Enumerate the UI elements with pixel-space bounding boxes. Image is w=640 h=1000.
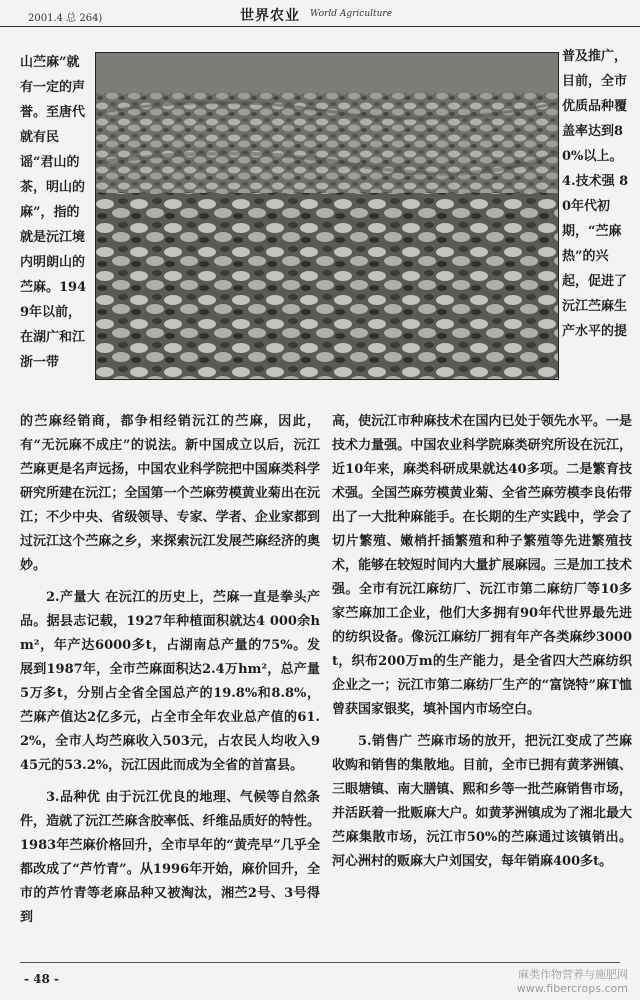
left-column — [20, 410, 320, 930]
watermark-url: www.fibercrops.com — [516, 982, 628, 995]
paragraph-history: 的苎麻经销商，都争相经销沅江的苎麻，因此，有“无沅麻不成庄”的说法。新中国成立以后，沅江苎麻更是名声远扬，中国农业科学院把中国麻类科学研究所建在沅江；全国第一个苎麻劳模黄业菊出在沅江；不少中央、省级领导、专家、学者、企业家都到过沅江这个苎麻之乡，来探索沅江发展苎麻经济的奥妙。 — [20, 414, 320, 573]
issue-number: 2001.4 总 264) — [28, 13, 103, 24]
wrap-text-left: 山苎麻”就有一定的声誉。至唐代就有民谣“君山的茶，明山的麻”，指的就是沅江境内明朗山的苎麻。1949年以前，在湖广和江浙一带 — [20, 55, 87, 370]
page-number: - 48 - — [24, 972, 60, 986]
field-image — [96, 53, 558, 379]
wrap-text-right: 普及推广，目前，全市优质品种覆盖率达到80%以上。4.技术强 80年代初期，“苎麻热”的兴起，促进了沅江苎麻生产水平的提 — [562, 49, 629, 339]
ramie-field-photo — [95, 52, 559, 380]
right-column — [332, 410, 632, 874]
paragraph-sales: 5.销售广 苎麻市场的放开，把沅江变成了苎麻收购和销售的集散地。目前，全市已拥有黄茅洲镇、三眼塘镇、南大膳镇、熙和乡等一批苎麻销售市场，并活跃着一批贩麻大户。如黄茅洲镇成为了湘北最大苎麻集散市场，沅江市50%的苎麻通过该镇销出。河心洲村的贩麻大户刘国安，每年销麻400多t。 — [332, 734, 632, 869]
page-header — [0, 0, 640, 27]
journal-title-english: World Agriculture — [310, 9, 393, 19]
paragraph-technology: 高，使沅江市种麻技术在国内已处于领先水平。一是技术力量强。中国农业科学院麻类研究所设在沅江，近10年来，麻类科研成果就达40多项。二是繁育技术强。全国苎麻劳模黄业菊、全省苎麻劳模李良佑带出了一大批种麻能手。在长期的生产实践中，学会了切片繁殖、嫩梢扦插繁殖和种子繁殖等先进繁殖技术，能够在较短时间内大量扩展麻园。三是加工技术强。全市有沅江麻纺厂、沅江市第二麻纺厂等10多家苎麻加工企业，他们大多拥有90年代世界最先进的纺织设备。像沅江麻纺厂拥有年产各类麻纱3000t，织布200万m的生产能力，是全省四大苎麻纺织企业之一；沅江市第二麻纺厂生产的“富饶特”麻T恤曾获国家银奖，填补国内市场空白。 — [332, 414, 632, 717]
site-watermark — [517, 968, 628, 996]
watermark-site-name: 麻类作物营养与施肥网 — [518, 968, 628, 981]
paragraph-production: 2.产量大 在沅江的历史上，苎麻一直是拳头产品。据县志记载，1927年种植面积就达4 000余hm²，年产达6000多t，占湖南总产量的75%。发展到1987年，全市苎麻面积达2.4万hm²，总产量5万多t，分别占全省全国总产的19.8%和8.8%，苎麻产值达2亿多元，占全市全年农业总产值的61.2%，全市人均苎麻收入503元，占农民人均收入945元的53.2%，沅江因此而成为全省的首富县。 — [20, 590, 320, 773]
paragraph-variety: 3.品种优 由于沅江优良的地理、气候等自然条件，造就了沅江苎麻含胶率低、纤维品质好的特性。1983年苎麻价格回升，全市早年的“黄壳早”几乎全都改成了“芦竹青”。从1996年开始，麻价回升，全市的芦竹青等老麻品种又被淘汰，湘苎2号、3号得到 — [20, 790, 320, 925]
journal-title: 世界农业 — [240, 8, 300, 24]
footer-divider — [20, 962, 620, 963]
